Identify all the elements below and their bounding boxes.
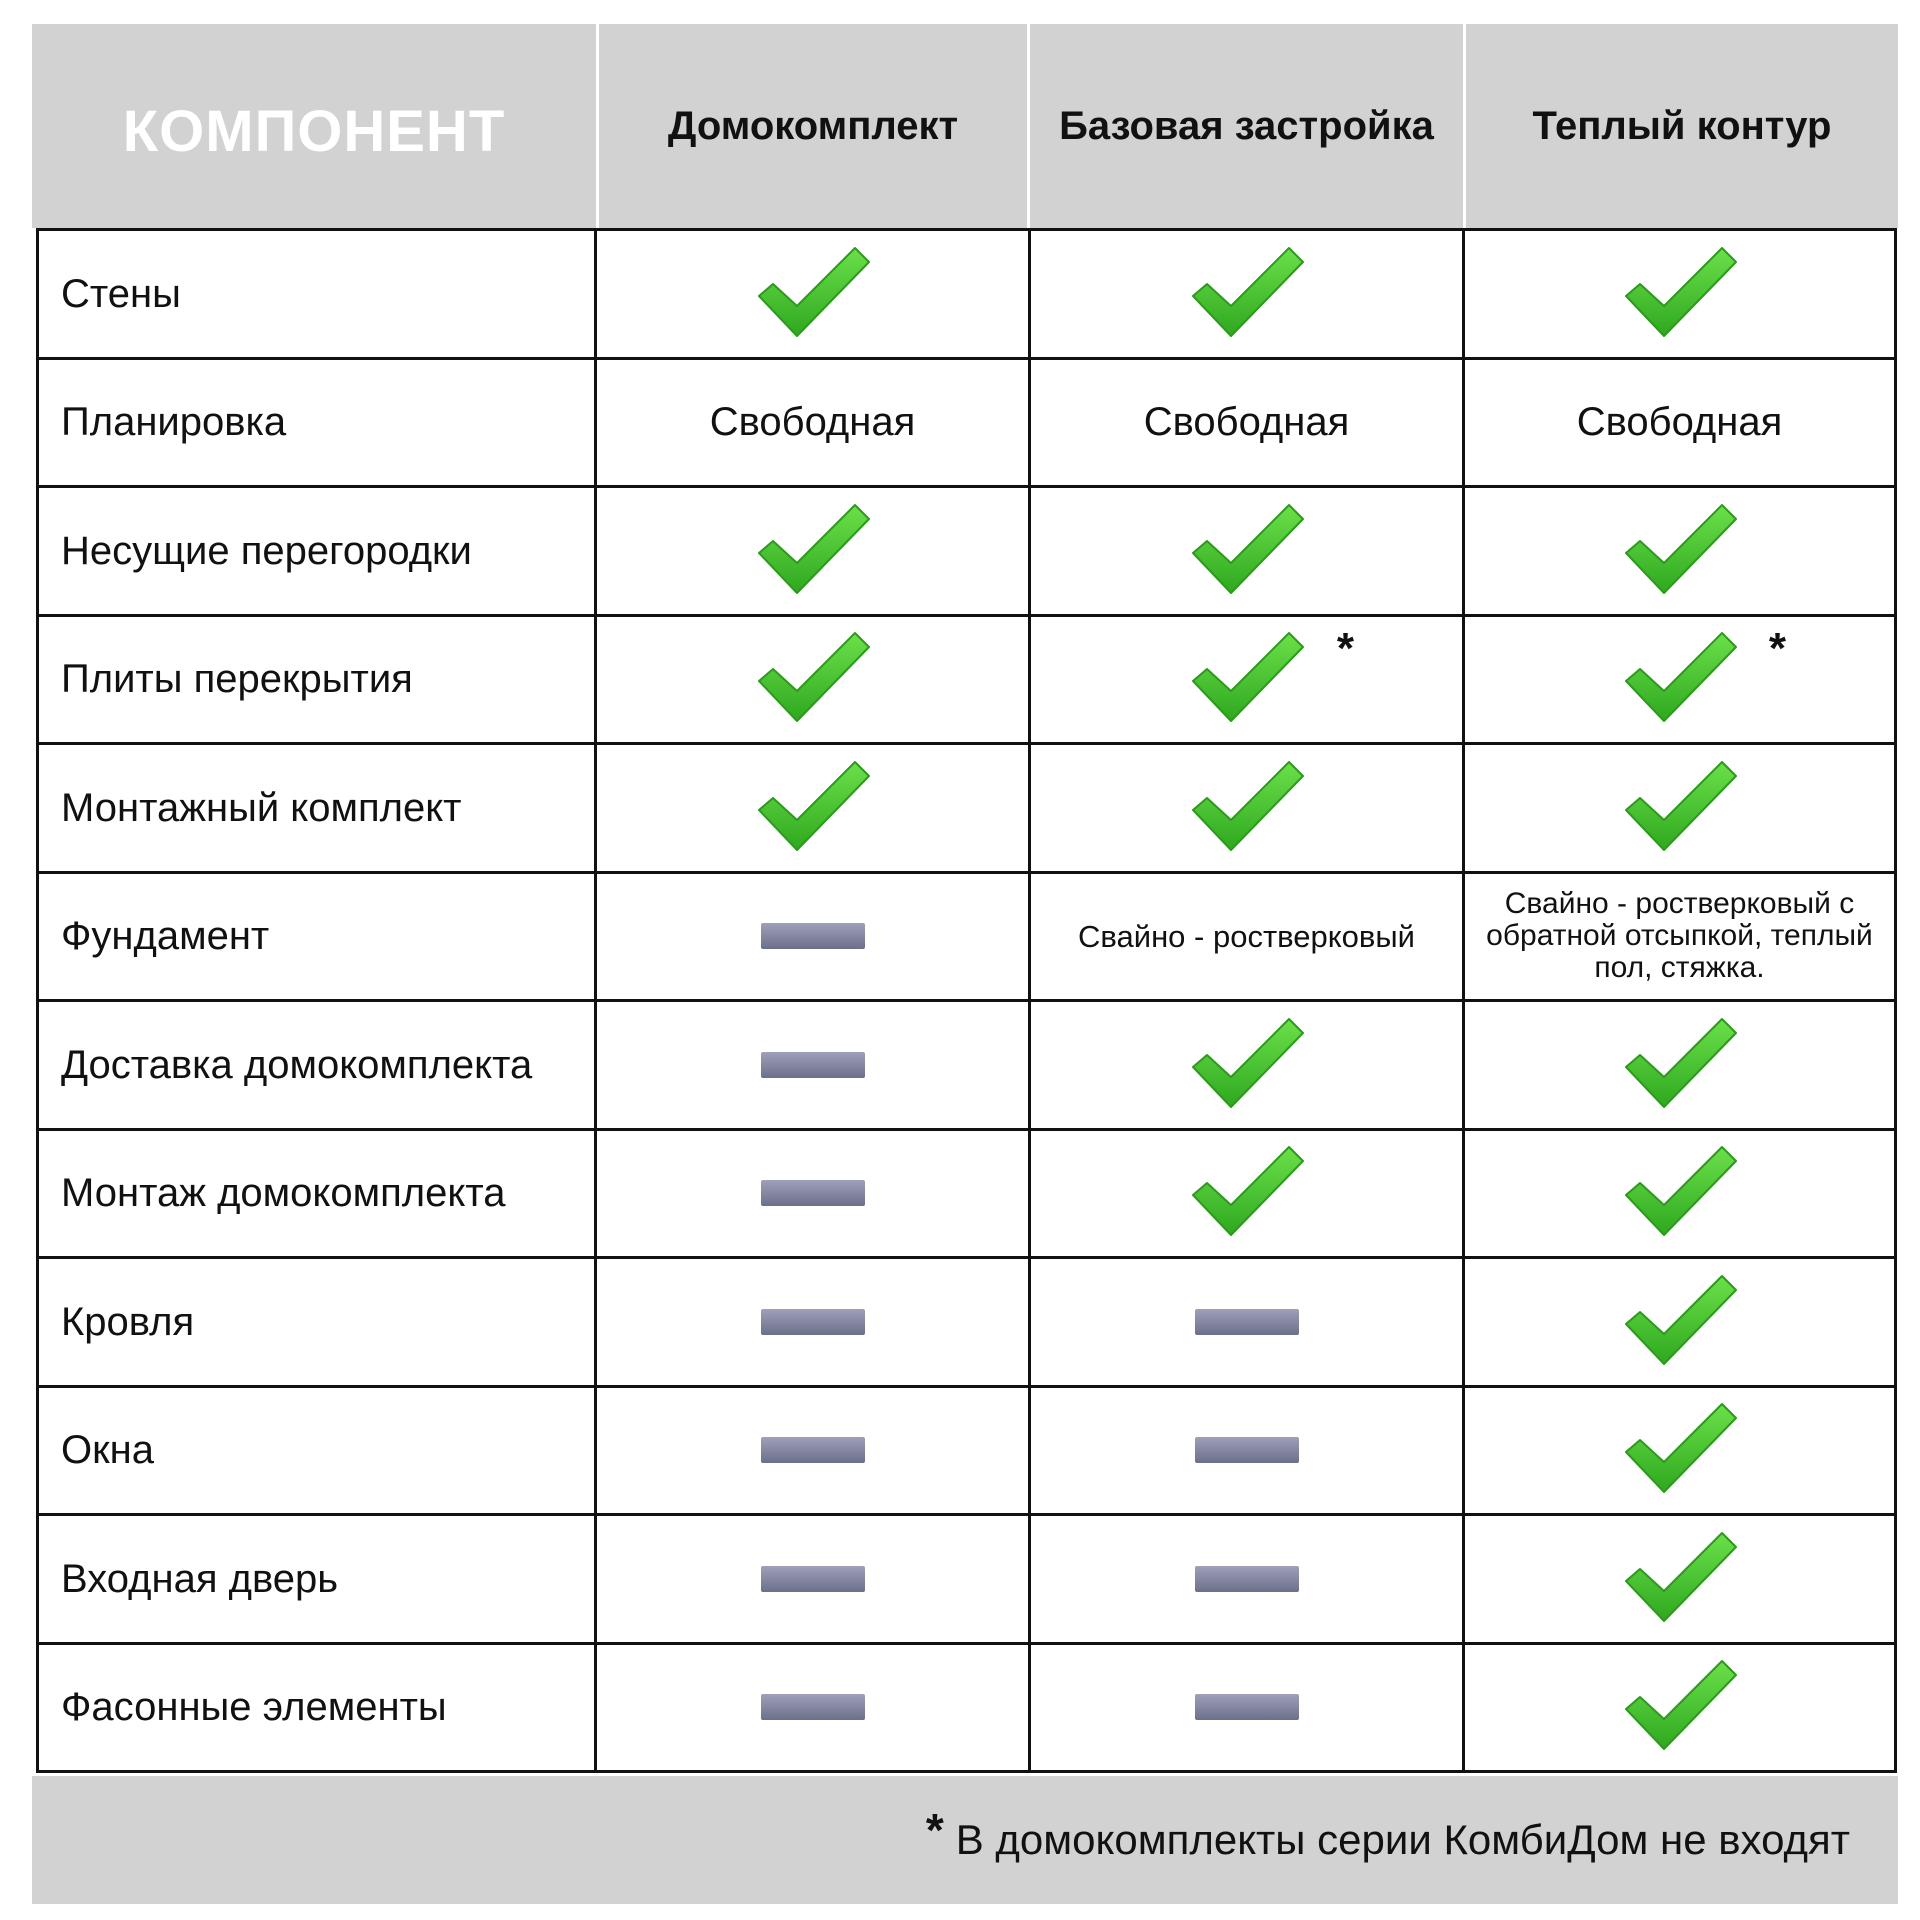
footnote (32, 1776, 1898, 1904)
check-icon (1618, 1143, 1742, 1243)
cell-text: Свободная (709, 399, 916, 444)
row-label: Фасонные элементы (38, 1643, 596, 1772)
check-icon (751, 244, 875, 344)
row-label: Плиты перекрытия (38, 615, 596, 744)
table-cell (1030, 744, 1464, 873)
table-row (38, 1001, 1896, 1130)
table-cell (1030, 1643, 1464, 1772)
dash-icon (761, 1309, 865, 1335)
table-cell (596, 744, 1030, 873)
check-icon (1618, 1657, 1742, 1757)
check-icon (751, 758, 875, 858)
table-cell (1030, 230, 1464, 359)
check-icon (1185, 1015, 1309, 1115)
check-icon (1618, 1529, 1742, 1629)
check-icon (1185, 629, 1309, 729)
header-teply-kontur: Теплый контур (1463, 24, 1898, 228)
table-cell (1030, 487, 1464, 616)
header-bazovaya-zastroyka: Базовая застройка (1027, 24, 1463, 228)
row-label: Монтаж домокомплекта (38, 1129, 596, 1258)
table-cell (1464, 1258, 1896, 1387)
check-icon (1618, 758, 1742, 858)
footnote-star-marker: * (1336, 623, 1354, 673)
check-icon (1618, 1272, 1742, 1372)
table-cell (1464, 358, 1896, 487)
check-icon (1185, 1143, 1309, 1243)
table-row (38, 358, 1896, 487)
footnote-star: * (925, 1804, 944, 1856)
cell-text: Свайно - ростверковый с обратной отсыпкой, теплый пол, стяжка. (1486, 887, 1873, 985)
cell-text: Свайно - ростверковый (1078, 918, 1415, 954)
table-cell (596, 1515, 1030, 1644)
table-row (38, 744, 1896, 873)
dash-icon (1195, 1437, 1299, 1463)
row-label: Входная дверь (38, 1515, 596, 1644)
cell-text: Свободная (1576, 399, 1783, 444)
comparison-table (36, 228, 1897, 1773)
table-cell (1464, 1001, 1896, 1130)
table-cell (1464, 487, 1896, 616)
table-row (38, 1258, 1896, 1387)
row-label: Фундамент (38, 872, 596, 1001)
dash-icon (761, 923, 865, 949)
table-cell (1464, 615, 1896, 744)
table-cell (596, 487, 1030, 616)
check-icon (1618, 1015, 1742, 1115)
footnote-star-marker: * (1768, 623, 1786, 673)
table-cell (1030, 1001, 1464, 1130)
table-row (38, 872, 1896, 1001)
check-icon (1185, 758, 1309, 858)
table-cell (1030, 615, 1464, 744)
header-domokomplekt: Домокомплект (596, 24, 1027, 228)
footnote-text: В домокомплекты серии КомбиДом не входят (955, 1816, 1850, 1863)
table-cell (596, 358, 1030, 487)
table-cell (1464, 1515, 1896, 1644)
table-cell (596, 1258, 1030, 1387)
table-cell (1464, 744, 1896, 873)
dash-icon (1195, 1694, 1299, 1720)
check-icon (751, 629, 875, 729)
table-cell (1030, 358, 1464, 487)
check-icon (1618, 629, 1742, 729)
table-cell (1030, 1386, 1464, 1515)
dash-icon (761, 1566, 865, 1592)
table-cell (596, 230, 1030, 359)
table-cell (596, 615, 1030, 744)
table-cell (596, 1001, 1030, 1130)
dash-icon (761, 1052, 865, 1078)
table-row (38, 487, 1896, 616)
table-cell (596, 1129, 1030, 1258)
table-cell (1030, 1515, 1464, 1644)
table-cell (1464, 1129, 1896, 1258)
row-label: Монтажный комплект (38, 744, 596, 873)
row-label: Стены (38, 230, 596, 359)
table-cell (1030, 872, 1464, 1001)
check-icon (1618, 501, 1742, 601)
table-cell (1030, 1129, 1464, 1258)
table-cell (596, 872, 1030, 1001)
row-label: Кровля (38, 1258, 596, 1387)
dash-icon (761, 1180, 865, 1206)
table-cell (1464, 230, 1896, 359)
table-row (38, 230, 1896, 359)
table-row (38, 1386, 1896, 1515)
check-icon (1618, 244, 1742, 344)
table-cell (1464, 1643, 1896, 1772)
check-icon (1185, 501, 1309, 601)
table-header (32, 24, 1898, 228)
row-label: Несущие перегородки (38, 487, 596, 616)
table-row (38, 1129, 1896, 1258)
table-row (38, 1643, 1896, 1772)
dash-icon (1195, 1566, 1299, 1592)
row-label: Окна (38, 1386, 596, 1515)
row-label: Доставка домокомплекта (38, 1001, 596, 1130)
header-component: КОМПОНЕНТ (122, 98, 506, 164)
table-cell (1464, 872, 1896, 1001)
table-cell (596, 1386, 1030, 1515)
cell-text: Свободная (1143, 399, 1350, 444)
check-icon (1618, 1400, 1742, 1500)
table-cell (1030, 1258, 1464, 1387)
table-row (38, 1515, 1896, 1644)
table-row (38, 615, 1896, 744)
dash-icon (761, 1437, 865, 1463)
check-icon (751, 501, 875, 601)
table-cell (1464, 1386, 1896, 1515)
dash-icon (761, 1694, 865, 1720)
dash-icon (1195, 1309, 1299, 1335)
check-icon (1185, 244, 1309, 344)
table-cell (596, 1643, 1030, 1772)
row-label: Планировка (38, 358, 596, 487)
